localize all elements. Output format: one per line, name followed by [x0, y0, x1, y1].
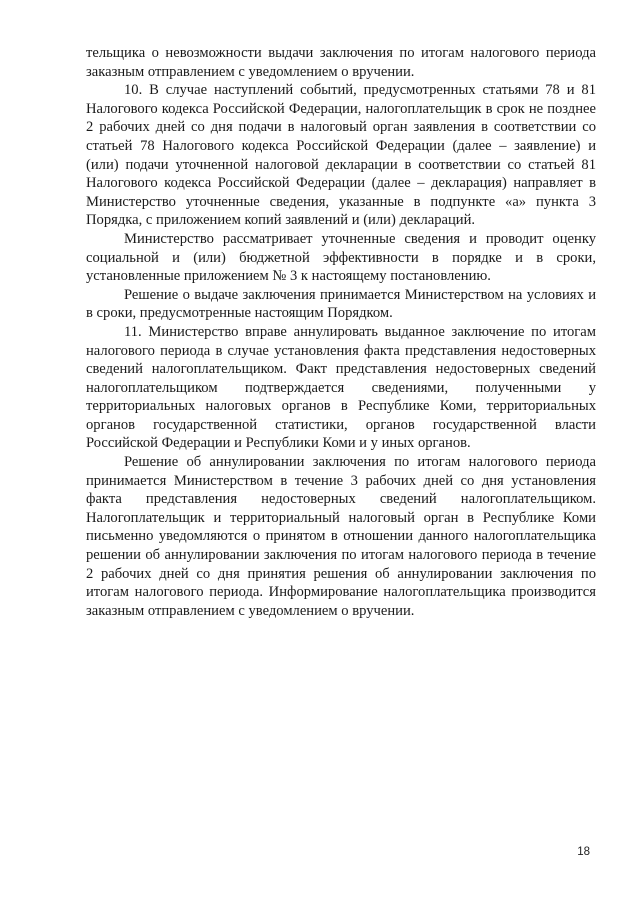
- paragraph-clause-10: 10. В случае наступлений событий, предусмотренных статьями 78 и 81 Налогового кодекса Российской Федерации, налогоплательщик в срок не позднее 2 рабочих дней со дня подачи в налоговый орган заявления в соответствии со статьей 78 Налогового кодекса Российской Федерации (далее – заявление) и (или) подачи уточненной налоговой декларации в соответствии со статьей 81 Налогового кодекса Российской Федерации (далее – декларация) направляет в Министерство уточненные сведения, указанные в подпункте «а» пункта 3 Порядка, с приложением копий заявлений и (или) деклараций.: [86, 82, 596, 229]
- document-body: [86, 44, 596, 620]
- paragraph-clause-11: 11. Министерство вправе аннулировать выданное заключение по итогам налогового периода в случае установления факта представления недостоверных сведений налогоплательщиком. Факт представления недостоверных сведений налогоплательщиком подтверждается сведениями, полученными у территориальных налоговых органов в Республике Коми, территориальных органов государственной статистики, органов государственной власти Российской Федерации и Республики Коми и у иных органов.: [86, 323, 596, 452]
- paragraph-review: Министерство рассматривает уточненные сведения и проводит оценку социальной и (или) бюджетной эффективности в порядке и в сроки, установленные приложением № 3 к настоящему постановлению.: [86, 230, 596, 285]
- paragraph-annulment: Решение об аннулировании заключения по итогам налогового периода принимается Министерством в течение 3 рабочих дней со дня установления факта представления недостоверных сведений налогоплательщиком. Налогоплательщик и территориальный налоговый орган в Республике Коми письменно уведомляются о принятом в отношении данного налогоплательщика решении об аннулировании заключения по итогам налогового периода в течение 2 рабочих дней со дня принятия решения об аннулировании заключения по итогам налогового периода. Информирование налогоплательщика производится заказным отправлением с уведомлением о вручении.: [86, 454, 596, 619]
- paragraph-continuation: тельщика о невозможности выдачи заключения по итогам налогового периода заказным отправлением с уведомлением о вручении.: [86, 45, 596, 80]
- paragraph-decision: Решение о выдаче заключения принимается Министерством на условиях и в сроки, предусмотренные настоящим Порядком.: [86, 286, 596, 322]
- page-number: 18: [577, 846, 590, 858]
